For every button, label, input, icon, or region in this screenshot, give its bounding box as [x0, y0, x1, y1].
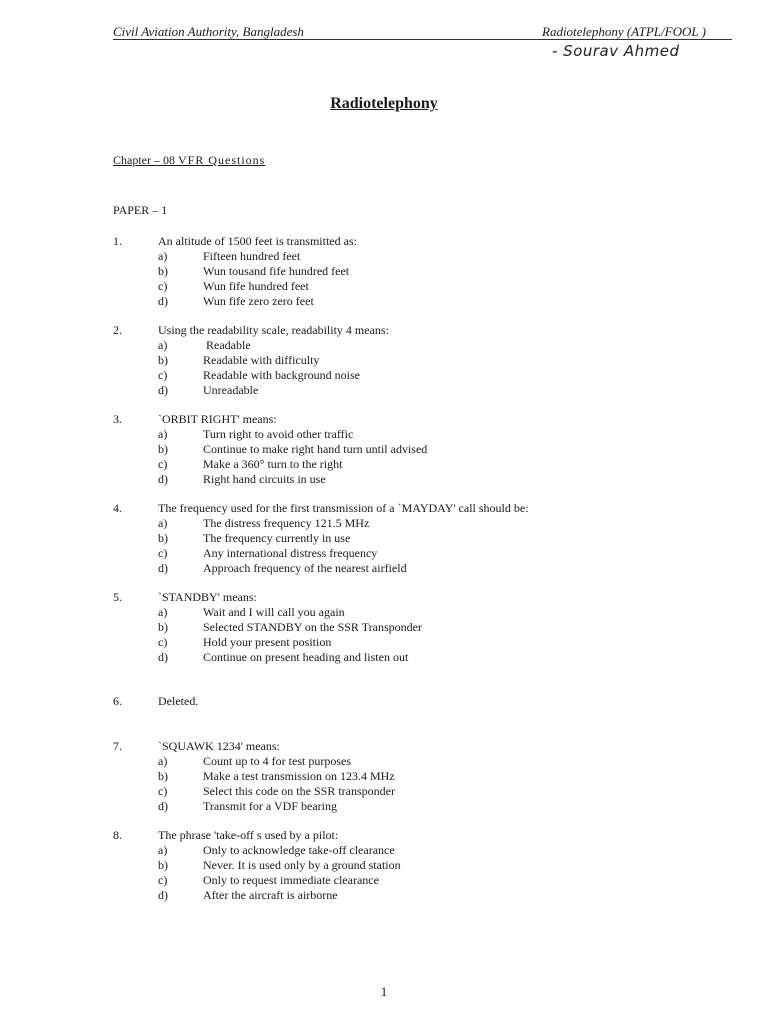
option-text: After the aircraft is airborne [203, 888, 338, 902]
option-letter: c) [158, 279, 168, 293]
option-text: Fifteen hundred feet [203, 249, 301, 263]
option-letter: a) [158, 754, 168, 768]
option-letter: a) [158, 843, 168, 857]
header-divider [113, 39, 732, 40]
option-letter: d) [158, 888, 168, 902]
option-letter: d) [158, 650, 168, 664]
question-text: Using the readability scale, readability 4 means: [158, 323, 389, 337]
option-letter: c) [158, 784, 168, 798]
option-text: Unreadable [203, 383, 259, 397]
option-letter: d) [158, 561, 168, 575]
option-text: Hold your present position [203, 635, 332, 649]
option-text: Approach frequency of the nearest airfield [203, 561, 407, 575]
option-letter: a) [158, 605, 168, 619]
option-letter: c) [158, 873, 168, 887]
option-letter: c) [158, 457, 168, 471]
chapter-prefix: Chapter – 08 [113, 153, 175, 167]
option-letter: a) [158, 516, 168, 530]
question-text: `SQUAWK 1234' means: [158, 739, 280, 753]
page-title-container [0, 95, 768, 113]
question-number: 2. [113, 323, 122, 337]
question-number: 1. [113, 234, 122, 248]
option-letter: c) [158, 368, 168, 382]
option-text: Wait and I will call you again [203, 605, 345, 619]
option-text: Continue to make right hand turn until advised [203, 442, 428, 456]
option-text: Make a 360° turn to the right [203, 457, 343, 471]
option-letter: b) [158, 353, 168, 367]
question-number: 3. [113, 412, 122, 426]
option-letter: b) [158, 620, 168, 634]
option-letter: b) [158, 264, 168, 278]
option-text: Readable [203, 338, 251, 352]
question-number: 7. [113, 739, 122, 753]
header-organization: Civil Aviation Authority, Bangladesh [113, 24, 304, 39]
question-number: 5. [113, 590, 122, 604]
option-text: Wun tousand fife hundred feet [203, 264, 350, 278]
option-text: Count up to 4 for test purposes [203, 754, 351, 768]
option-letter: d) [158, 383, 168, 397]
option-text: Make a test transmission on 123.4 MHz [203, 769, 395, 783]
option-text: Selected STANDBY on the SSR Transponder [203, 620, 422, 634]
question-text: `STANDBY' means: [158, 590, 257, 604]
option-text: Only to acknowledge take-off clearance [203, 843, 395, 857]
option-text: The frequency currently in use [203, 531, 351, 545]
option-text: Only to request immediate clearance [203, 873, 379, 887]
option-letter: a) [158, 338, 168, 352]
page-title: Radiotelephony [330, 95, 438, 112]
question-text: An altitude of 1500 feet is transmitted as: [158, 234, 357, 248]
option-letter: b) [158, 531, 168, 545]
question-text: The phrase 'take-off s used by a pilot: [158, 828, 339, 842]
option-letter: d) [158, 472, 168, 486]
chapter-heading [113, 153, 265, 168]
question-text: The frequency used for the first transmission of a `MAYDAY' call should be: [158, 501, 529, 515]
option-text: Turn right to avoid other traffic [203, 427, 354, 441]
header-subject: Radiotelephony (ATPL/FOOL ) [542, 24, 706, 39]
question-text: Deleted. [158, 694, 199, 708]
option-text: Never. It is used only by a ground station [203, 858, 401, 872]
page-number: 1 [380, 984, 388, 999]
option-text: Select this code on the SSR transponder [203, 784, 395, 798]
question-number: 8. [113, 828, 122, 842]
option-text: Transmit for a VDF bearing [203, 799, 337, 813]
option-letter: a) [158, 249, 168, 263]
option-letter: a) [158, 427, 168, 441]
question-number: 4. [113, 501, 122, 515]
option-text: The distress frequency 121.5 MHz [203, 516, 370, 530]
option-text: Any international distress frequency [203, 546, 378, 560]
option-letter: b) [158, 769, 168, 783]
paper-heading: PAPER – 1 [113, 203, 168, 217]
question-text: `ORBIT RIGHT' means: [158, 412, 277, 426]
option-letter: b) [158, 858, 168, 872]
option-text: Continue on present heading and listen out [203, 650, 409, 664]
option-text: Right hand circuits in use [203, 472, 326, 486]
handwritten-author-note: - Sourav Ahmed [552, 42, 680, 60]
option-text: Wun fife zero zero feet [203, 294, 314, 308]
option-letter: c) [158, 546, 168, 560]
option-text: Readable with background noise [203, 368, 360, 382]
option-letter: c) [158, 635, 168, 649]
option-letter: d) [158, 799, 168, 813]
option-text: Wun fife hundred feet [203, 279, 309, 293]
option-letter: b) [158, 442, 168, 456]
option-letter: d) [158, 294, 168, 308]
question-number: 6. [113, 694, 122, 708]
chapter-name: VFR Questions [178, 153, 266, 167]
option-text: Readable with difficulty [203, 353, 320, 367]
